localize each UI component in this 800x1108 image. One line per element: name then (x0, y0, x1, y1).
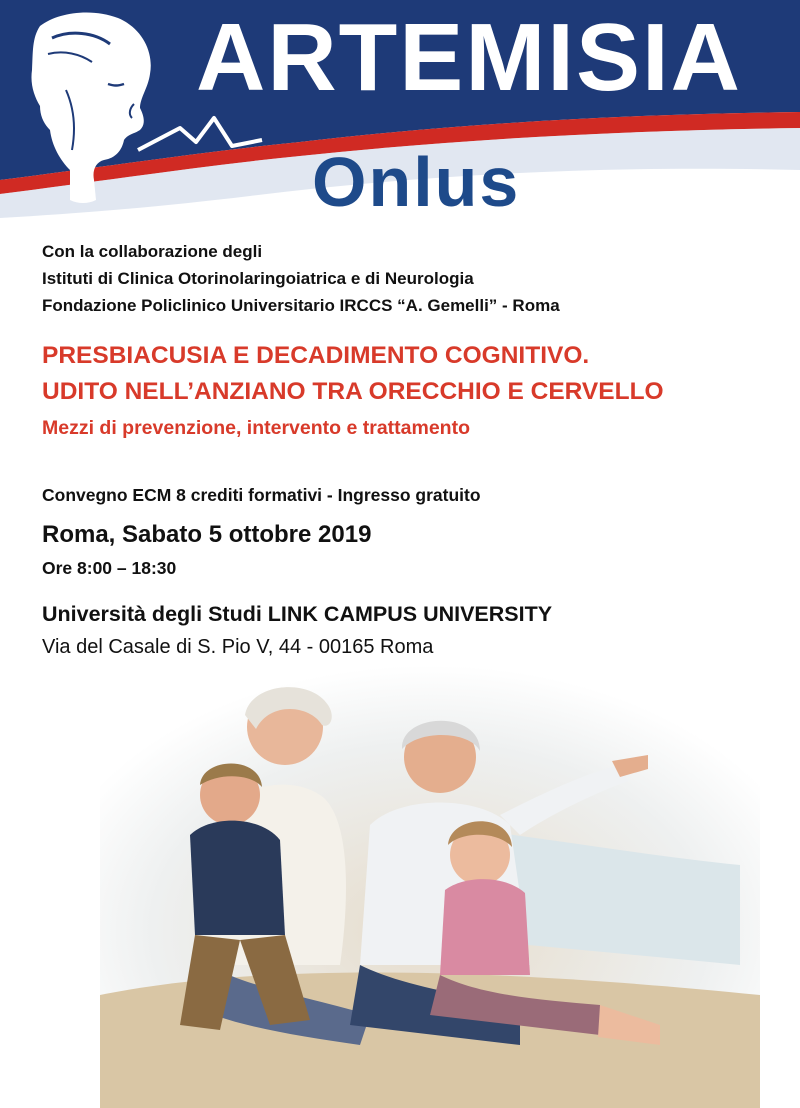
event-address: Via del Casale di S. Pio V, 44 - 00165 Roma (42, 636, 434, 658)
collaboration-block (42, 238, 560, 319)
title-line: PRESBIACUSIA E DECADIMENTO COGNITIVO. (42, 342, 590, 369)
collaboration-line: Fondazione Policlinico Universitario IRCCS “A. Gemelli” - Roma (42, 296, 560, 315)
ecm-info: Convegno ECM 8 crediti formativi - Ingresso gratuito (42, 485, 481, 505)
collaboration-line: Con la collaborazione degli (42, 242, 263, 261)
header-banner (0, 0, 800, 232)
brand-name: ARTEMISIA (196, 4, 742, 111)
conference-title (42, 338, 664, 410)
conference-subtitle: Mezzi di prevenzione, intervento e trattamento (42, 417, 470, 439)
family-beach-photo (100, 665, 760, 1108)
title-line: UDITO NELL’ANZIANO TRA ORECCHIO E CERVELLO (42, 378, 664, 405)
collaboration-line: Istituti di Clinica Otorinolaringoiatrica e di Neurologia (42, 269, 474, 288)
brand-onlus: Onlus (312, 143, 521, 221)
event-hours: Ore 8:00 – 18:30 (42, 558, 177, 578)
event-date: Roma, Sabato 5 ottobre 2019 (42, 521, 372, 548)
event-venue: Università degli Studi LINK CAMPUS UNIVERSITY (42, 602, 553, 626)
